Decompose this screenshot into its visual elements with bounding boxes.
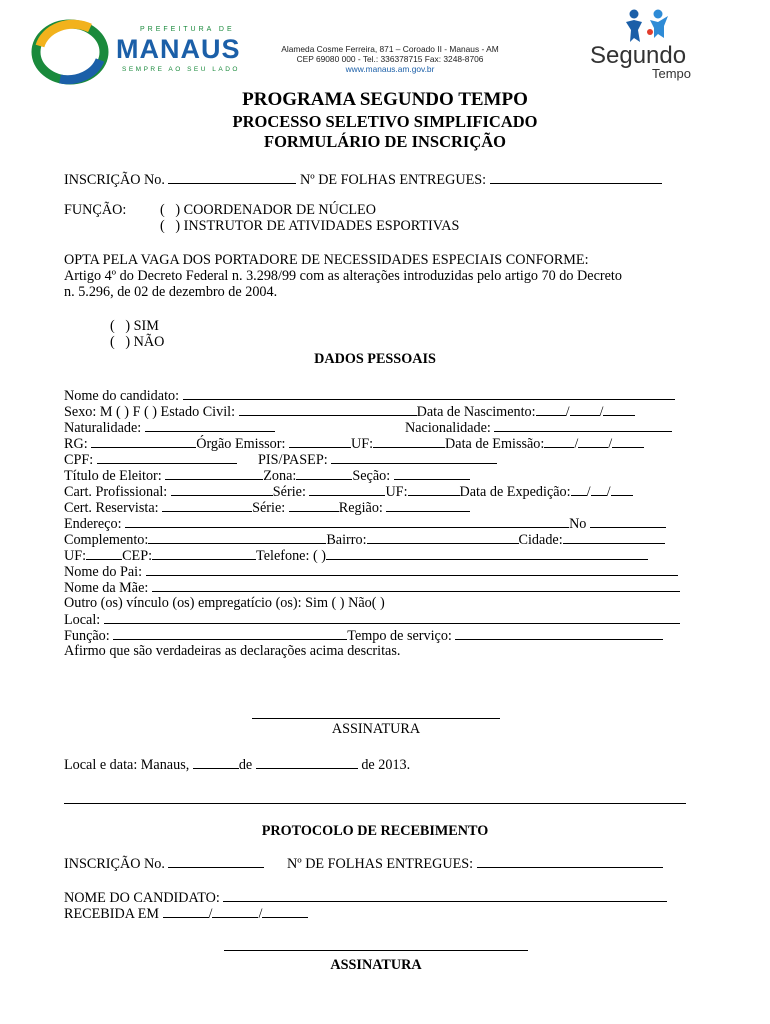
naturalidade-label: Naturalidade: [64,420,142,436]
row-pai [64,563,678,580]
funcao-option-coordenador[interactable]: ( ) COORDENADOR DE NÚCLEO [160,202,376,218]
prefeitura-name: MANAUS [116,34,241,64]
nasc-mes-field[interactable] [570,403,600,416]
option-label: COORDENADOR DE NÚCLEO [183,202,376,218]
row-nacionalidade [405,419,672,436]
reservista-field[interactable] [162,499,252,512]
cart-serie-field[interactable] [309,483,385,496]
bairro-field[interactable] [367,531,519,544]
row-nome [64,387,675,404]
cart-prof-field[interactable] [171,483,273,496]
prefeitura-logo [30,16,241,86]
estado-civil-field[interactable] [239,403,417,416]
row-pis [258,451,497,468]
header-address [250,44,530,74]
data-dia-field[interactable] [193,756,239,769]
afirmo-text: Afirmo que são verdadeiras as declarações acima descritas. [64,643,401,659]
zona-label: Zona: [263,468,297,484]
local-field[interactable] [104,611,680,624]
titulo-label: Título de Eleitor: [64,468,162,484]
reservista-label: Cert. Reservista: [64,500,159,516]
row-endereco [64,515,666,532]
recebida-dia-field[interactable] [163,905,209,918]
nacionalidade-field[interactable] [494,419,672,432]
data-mes-field[interactable] [256,756,358,769]
complemento-field[interactable] [148,531,326,544]
tempo-field[interactable] [455,627,663,640]
cart-uf-field[interactable] [408,483,460,496]
protocolo-inscricao-row [64,855,264,872]
nome-label: Nome do candidato: [64,388,180,404]
prefeitura-tagline: SEMPRE AO SEU LADO [122,66,240,73]
exp-dia-field[interactable] [571,483,587,496]
emissao-label: Data de Emissão: [445,436,545,452]
serie-label: Série: [252,500,286,516]
protocolo-nome-label: NOME DO CANDIDATO: [64,890,220,906]
protocolo-heading: PROTOCOLO DE RECEBIMENTO [261,823,489,839]
orgao-field[interactable] [289,435,351,448]
protocolo-nome-row [64,889,667,906]
dados-pessoais-heading: DADOS PESSOAIS [314,351,436,367]
vinculo-row[interactable]: Outro (os) vínculo (os) empregatício (os): Sim ( ) Não( ) [64,595,385,611]
row-naturalidade [64,419,275,436]
numero-field[interactable] [590,515,666,528]
segundo-text: Segundo [590,42,687,69]
local-data-suffix: de 2013. [361,757,411,773]
protocolo-inscricao-label: INSCRIÇÃO No. [64,856,165,872]
row-rg: RG: Órgão Emissor: UF: Data de Emissão: / / [64,435,644,452]
nacionalidade-label: Nacionalidade: [405,420,491,436]
local-label: Local: [64,612,101,628]
mae-label: Nome da Mãe: [64,580,149,596]
secao-label: Seção: [352,468,391,484]
inscricao-field[interactable] [168,171,296,184]
secao-field[interactable] [394,467,470,480]
pne-heading: OPTA PELA VAGA DOS PORTADORE DE NECESSIDADES ESPECIAIS CONFORME: [64,252,589,268]
athletes-icon [620,8,680,44]
pis-label: PIS/PASEP: [258,452,328,468]
protocolo-assinatura-label: ASSINATURA [330,957,422,973]
protocolo-nome-field[interactable] [223,889,667,902]
row-funcao [64,627,663,644]
emissao-mes-field[interactable] [578,435,608,448]
pne-line-2: n. 5.296, de 02 de dezembro de 2004. [64,284,278,300]
orgao-label: Órgão Emissor: [196,436,286,452]
address-line-1: Alameda Cosme Ferreira, 871 – Coroado II - Manaus - AM [281,44,499,54]
subtitle-processo: PROCESSO SELETIVO SIMPLIFICADO [232,112,538,131]
folhas-label: Nº DE FOLHAS ENTREGUES: [300,172,487,188]
cep-field[interactable] [152,547,256,560]
protocolo-folhas-row [287,855,663,872]
protocolo-folhas-field[interactable] [477,855,663,868]
protocolo-inscricao-field[interactable] [168,855,264,868]
sexo-label: Sexo: M ( ) F ( ) Estado Civil: [64,404,236,420]
uf-label: UF: [350,436,374,452]
cpf-label: CPF: [64,452,94,468]
signature-line[interactable] [252,718,500,719]
option-label: SIM [133,318,159,334]
pai-field[interactable] [146,563,678,576]
protocolo-signature-line[interactable] [224,950,528,951]
endereco-field[interactable] [125,515,569,528]
row-uf-cep [64,547,648,564]
prefeitura-top-text: PREFEITURA DE [140,26,235,33]
serie-label: Série: [272,484,306,500]
protocolo-recebida-label: RECEBIDA EM [64,906,159,922]
cidade-field[interactable] [563,531,665,544]
endereco-uf-field[interactable] [86,547,122,560]
funcao-field[interactable] [113,627,347,640]
mae-field[interactable] [152,579,680,592]
regiao-label: Região: [338,500,383,516]
separator-line [64,803,686,804]
row-complemento [64,531,665,548]
numero-label: No [569,516,587,532]
prefeitura-swirl-icon [30,16,110,86]
emissao-ano-field[interactable] [612,435,644,448]
cep-label: CEP: [122,548,153,564]
zona-field[interactable] [296,467,352,480]
uf-field[interactable] [373,435,445,448]
tempo-label: Tempo de serviço: [347,628,452,644]
pne-line-1: Artigo 4º do Decreto Federal n. 3.298/99 com as alterações introduzidas pelo artigo 70 do Decreto [64,268,622,284]
cart-prof-label: Cart. Profissional: [64,484,168,500]
row-reservista [64,499,470,516]
rg-field[interactable] [91,435,196,448]
recebida-mes-field[interactable] [212,905,258,918]
pne-option-nao[interactable]: ( ) NÃO [110,334,165,350]
telefone-field[interactable] [326,547,648,560]
row-sexo: Sexo: M ( ) F ( ) Estado Civil: Data de Nascimento: / / [64,403,635,420]
tempo-text: Tempo [652,66,692,81]
nasc-ano-field[interactable] [603,403,635,416]
row-mae [64,579,680,596]
pis-field[interactable] [331,451,497,464]
row-cpf [64,451,237,468]
funcao-option-instrutor[interactable]: ( ) INSTRUTOR DE ATIVIDADES ESPORTIVAS [160,218,460,234]
inscricao-row [64,171,662,188]
cidade-label: Cidade: [518,532,563,548]
assinatura-label: ASSINATURA [331,721,421,737]
protocolo-folhas-label: Nº DE FOLHAS ENTREGUES: [287,856,474,872]
row-cart-prof: Cart. Profissional: Série: UF: Data de Expedição: / / [64,483,633,500]
complemento-label: Complemento: [64,532,149,548]
inscricao-label: INSCRIÇÃO No. [64,172,165,188]
funcao-label: FUNÇÃO: [64,202,127,218]
titulo-field[interactable] [165,467,263,480]
endereco-label: Endereço: [64,516,122,532]
address-line-2: CEP 69080 000 - Tel.: 336378715 Fax: 3248-8706 [296,54,484,64]
nascimento-label: Data de Nascimento: [416,404,536,420]
recebida-ano-field[interactable] [262,905,308,918]
emissao-dia-field[interactable] [544,435,574,448]
folhas-field[interactable] [490,171,662,184]
pai-label: Nome do Pai: [64,564,143,580]
website-link[interactable]: www.manaus.am.gov.br [345,64,435,74]
cpf-field[interactable] [97,451,237,464]
uf-label: UF: [64,548,87,564]
exp-mes-field[interactable] [591,483,607,496]
local-data-de: de [238,757,253,773]
naturalidade-field[interactable] [145,419,275,432]
option-label: NÃO [133,334,165,350]
reservista-serie-field[interactable] [289,499,339,512]
local-data-prefix: Local e data: Manaus, [64,757,190,773]
main-title: PROGRAMA SEGUNDO TEMPO [242,89,528,110]
nasc-dia-field[interactable] [536,403,566,416]
expedicao-label: Data de Expedição: [459,484,571,500]
uf-label: UF: [385,484,408,500]
pne-option-sim[interactable]: ( ) SIM [110,318,159,334]
option-label: INSTRUTOR DE ATIVIDADES ESPORTIVAS [183,218,460,234]
local-data-row [64,756,410,773]
row-titulo [64,467,470,484]
funcao-label: Função: [64,628,110,644]
row-local [64,611,680,628]
telefone-label: Telefone: ( ) [256,548,326,564]
exp-ano-field[interactable] [611,483,633,496]
subtitle-formulario: FORMULÁRIO DE INSCRIÇÃO [263,132,506,151]
segundo-tempo-logo [586,8,716,80]
rg-label: RG: [64,436,88,452]
bairro-label: Bairro: [326,532,367,548]
protocolo-recebida-row: RECEBIDA EM / / [64,905,308,922]
regiao-field[interactable] [386,499,470,512]
nome-field[interactable] [183,387,675,400]
